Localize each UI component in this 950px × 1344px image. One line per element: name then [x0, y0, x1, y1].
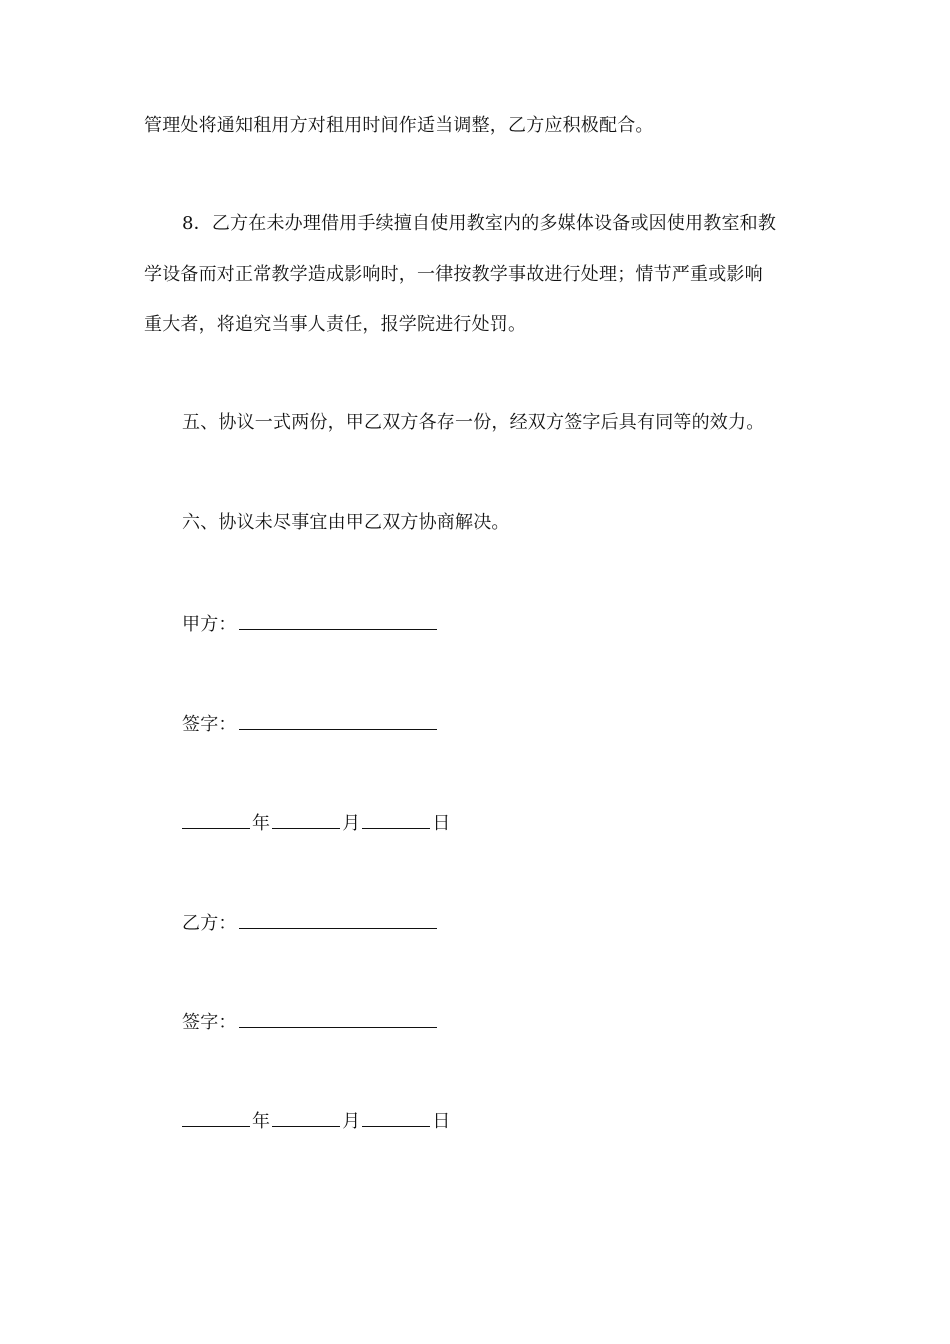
date-a-year-label: 年 — [252, 813, 271, 834]
paragraph-continuation: 管理处将通知租用方对租用时间作适当调整，乙方应积极配合。 — [144, 115, 654, 136]
party-b-row — [182, 910, 437, 936]
date-b-year-label: 年 — [252, 1111, 271, 1132]
date-a-year-blank[interactable] — [182, 810, 250, 829]
clause-8-line-2: 学设备而对正常教学造成影响时，一律按教学事故进行处理；情节严重或影响 — [144, 264, 763, 285]
date-a-month-blank[interactable] — [272, 810, 340, 829]
sign-a-label: 签字： — [182, 714, 237, 735]
sign-b-blank[interactable] — [239, 1009, 437, 1028]
date-b-year-blank[interactable] — [182, 1108, 250, 1127]
date-b-day-blank[interactable] — [362, 1108, 430, 1127]
sign-a-row — [182, 711, 437, 737]
clause-8-line-3: 重大者，将追究当事人责任，报学院进行处罚。 — [144, 314, 527, 335]
party-b-label: 乙方： — [182, 913, 237, 934]
date-a-month-label: 月 — [342, 813, 361, 834]
date-a-day-label: 日 — [432, 813, 451, 834]
sign-b-label: 签字： — [182, 1012, 237, 1033]
date-b-month-label: 月 — [342, 1111, 361, 1132]
sign-b-row — [182, 1009, 437, 1035]
clause-8-line-1: 8．乙方在未办理借用手续擅自使用教室内的多媒体设备或因使用教室和教 — [182, 213, 777, 234]
party-a-blank[interactable] — [239, 611, 437, 630]
party-a-row — [182, 611, 437, 637]
party-a-label: 甲方： — [182, 614, 237, 635]
clause-6: 六、协议未尽事宜由甲乙双方协商解决。 — [182, 512, 510, 533]
party-b-blank[interactable] — [239, 910, 437, 929]
date-a-day-blank[interactable] — [362, 810, 430, 829]
sign-a-blank[interactable] — [239, 711, 437, 730]
date-a-row — [182, 810, 453, 836]
date-b-day-label: 日 — [432, 1111, 451, 1132]
date-b-row — [182, 1108, 453, 1134]
date-b-month-blank[interactable] — [272, 1108, 340, 1127]
clause-5: 五、协议一式两份，甲乙双方各存一份，经双方签字后具有同等的效力。 — [182, 412, 765, 433]
